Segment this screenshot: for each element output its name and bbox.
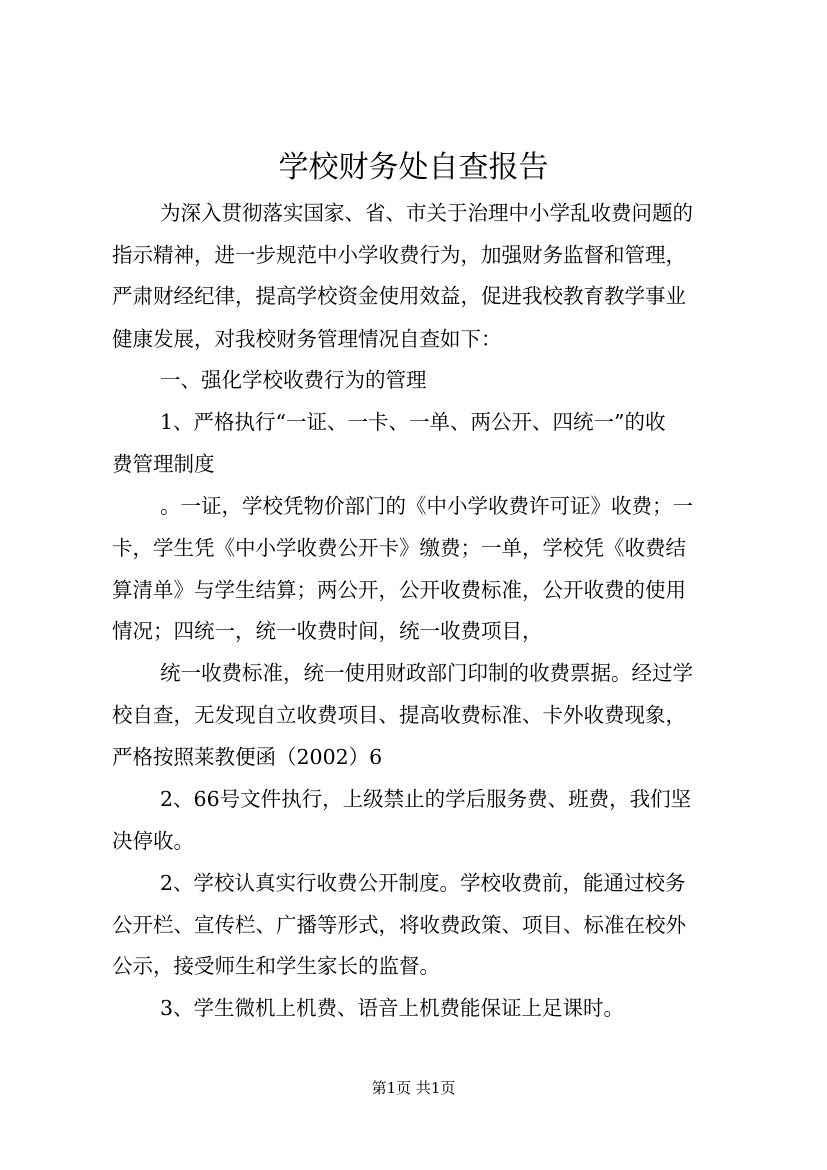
text-line: 3、学生微机上机费、语音上机费能保证上足课时。 <box>160 996 625 1020</box>
text-line: 2、66号文件执行，上级禁止的学后服务费、班费，我们坚 <box>160 787 692 811</box>
text-line: 2、学校认真实行收费公开制度。学校收费前，能通过校务 <box>160 871 686 895</box>
text-line: 算清单》与学生结算；两公开，公开收费标准，公开收费的使用 <box>112 578 686 602</box>
text-line: 情况；四统一，统一收费时间，统一收费项目， <box>112 619 543 643</box>
text-line: 健康发展，对我校财务管理情况自查如下： <box>112 327 502 351</box>
text-line: 统一收费标准，统一使用财政部门印制的收费票据。经过学 <box>160 661 693 685</box>
text-line: 公示，接受师生和学生家长的监督。 <box>112 954 440 978</box>
text-line: 校自查，无发现自立收费项目、提高收费标准、卡外收费现象， <box>112 703 686 727</box>
text-line: 为深入贯彻落实国家、省、市关于治理中小学乱收费问题的 <box>160 201 693 225</box>
text-line: 严肃财经纪律，提高学校资金使用效益，促进我校教育教学事业 <box>112 284 686 308</box>
page-number: 第1页 共1页 <box>371 1079 456 1097</box>
text-line: 严格按照莱教便函（2002）6 <box>112 745 383 769</box>
section-heading: 一、强化学校收费行为的管理 <box>160 368 427 392</box>
text-line: 决停收。 <box>112 829 194 853</box>
page-title: 学校财务处自查报告 <box>278 150 549 185</box>
text-line: 公开栏、宣传栏、广播等形式，将收费政策、项目、标准在校外 <box>112 913 686 937</box>
text-line: 卡，学生凭《中小学收费公开卡》缴费；一单，学校凭《收费结 <box>112 536 686 560</box>
text-line: 费管理制度 <box>112 452 215 476</box>
text-line: 指示精神，进一步规范中小学收费行为，加强财务监督和管理， <box>112 243 686 267</box>
text-line: 。一证，学校凭物价部门的《中小学收费许可证》收费；一 <box>160 494 693 518</box>
text-line: 1、严格执行“一证、一卡、一单、两公开、四统一”的收 <box>160 410 666 434</box>
